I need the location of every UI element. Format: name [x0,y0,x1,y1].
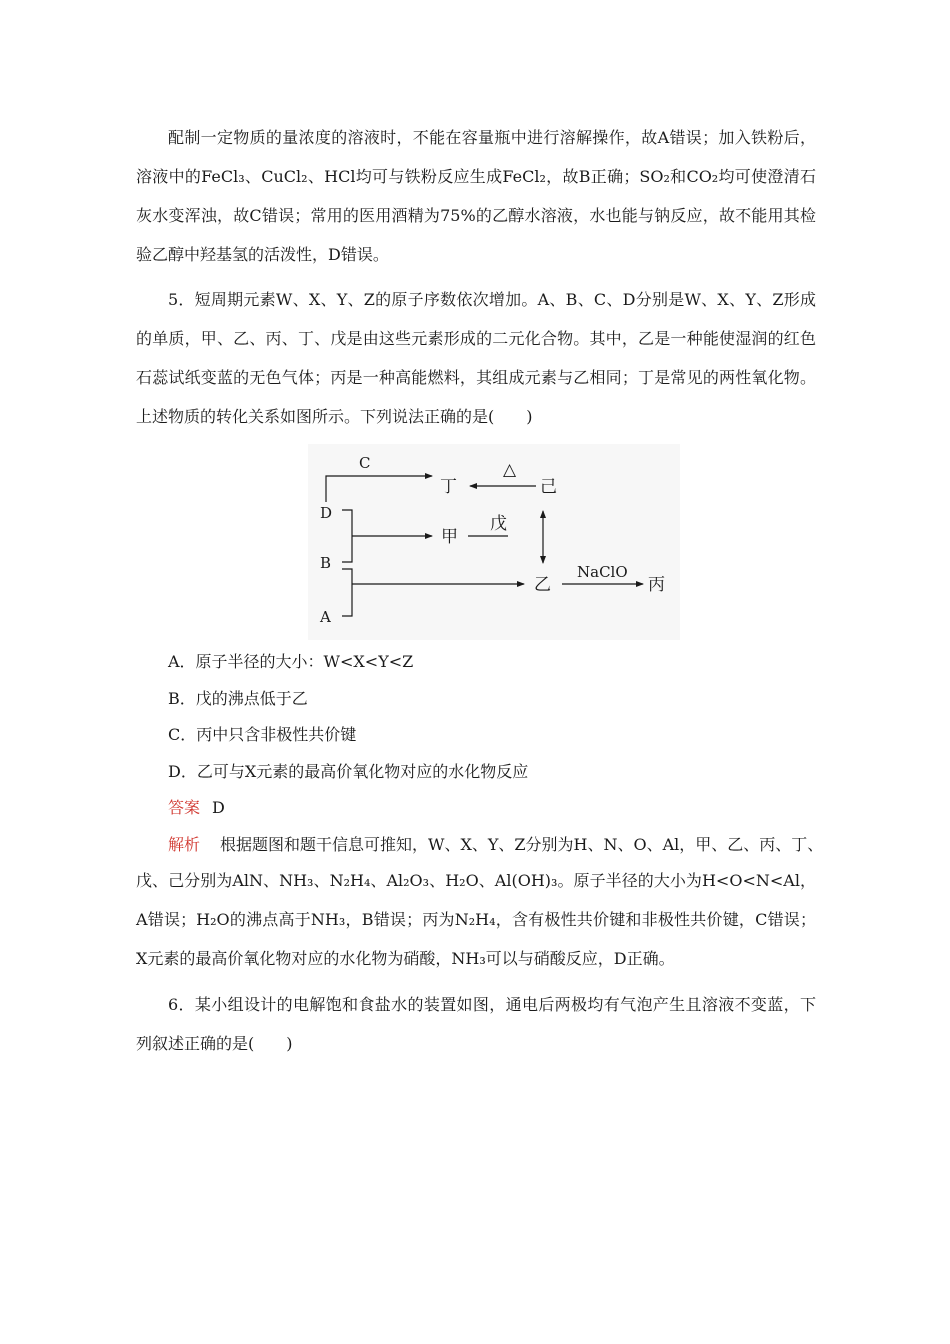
reaction-scheme-svg [308,444,680,640]
analysis-label: 解析 [168,835,201,854]
label-d: D [320,504,333,522]
label-delta: △ [503,460,517,480]
option-c: C．丙中只含非极性共价键 [168,725,357,744]
arrow-d-to-ding [326,476,432,502]
label-bing: 丙 [648,575,665,595]
analysis-first-line [168,833,824,857]
label-a: A [320,608,331,626]
answer-value: D [212,798,225,817]
label-yi: 乙 [534,575,551,595]
option-b: B．戊的沸点低于乙 [168,689,308,708]
option-d: D．乙可与X元素的最高价氧化物对应的水化物反应 [168,762,529,781]
question-5-stem: 5．短周期元素W、X、Y、Z的原子序数依次增加。A、B、C、D分别是W、X、Y、Z形成的单质，甲、乙、丙、丁、戊是由这些元素形成的二元化合物。其中，乙是一种能使湿润的红色石蕊试纸变蓝的无色气体；丙是一种高能燃料，其组成元素与乙相同；丁是常见的两性氧化物。上述物质的转化关系如图所示。下列说法正确的是( ) [136,290,816,426]
label-ding: 丁 [440,477,457,497]
label-ji: 己 [540,477,557,497]
bracket-b-a [342,569,352,616]
reaction-scheme-diagram [308,444,680,640]
option-a: A．原子半径的大小：W<X<Y<Z [168,652,414,671]
label-wu: 戊 [490,514,507,534]
label-c: C [359,454,371,472]
analysis-paragraph: 戊、己分别为AlN、NH₃、N₂H₄、Al₂O₃、H₂O、Al(OH)₃。原子半径的大小为H<O<N<Al，A错误；H₂O的沸点高于NH₃，B错误；丙为N₂H₄，含有极性共价键和非极性共价键，C错误；X元素的最高价氧化物对应的水化物为硝酸，NH₃可以与硝酸反应，D正确。 [136,871,816,968]
answer-label: 答案 [168,798,201,817]
bracket-d-b [342,510,352,562]
answer-line [168,796,225,820]
label-b: B [320,554,332,572]
question-6-stem: 6．某小组设计的电解饱和食盐水的装置如图，通电后两极均有气泡产生且溶液不变蓝，下列叙述正确的是( ) [136,995,816,1053]
label-naclo: NaClO [577,563,628,581]
previous-solution-paragraph: 配制一定物质的量浓度的溶液时，不能在容量瓶中进行溶解操作，故A错误；加入铁粉后，溶液中的FeCl₃、CuCl₂、HCl均可与铁粉反应生成FeCl₂，故B正确；SO₂和CO₂均可使澄清石灰水变浑浊，故C错误；常用的医用酒精为75%的乙醇水溶液，水也能与钠反应，故不能用其检验乙醇中羟基氢的活泼性，D错误。 [136,128,816,264]
label-jia: 甲 [441,527,458,547]
analysis-text-line1: 根据题图和题干信息可推知，W、X、Y、Z分别为H、N、O、Al，甲、乙、丙、丁、 [220,835,824,854]
